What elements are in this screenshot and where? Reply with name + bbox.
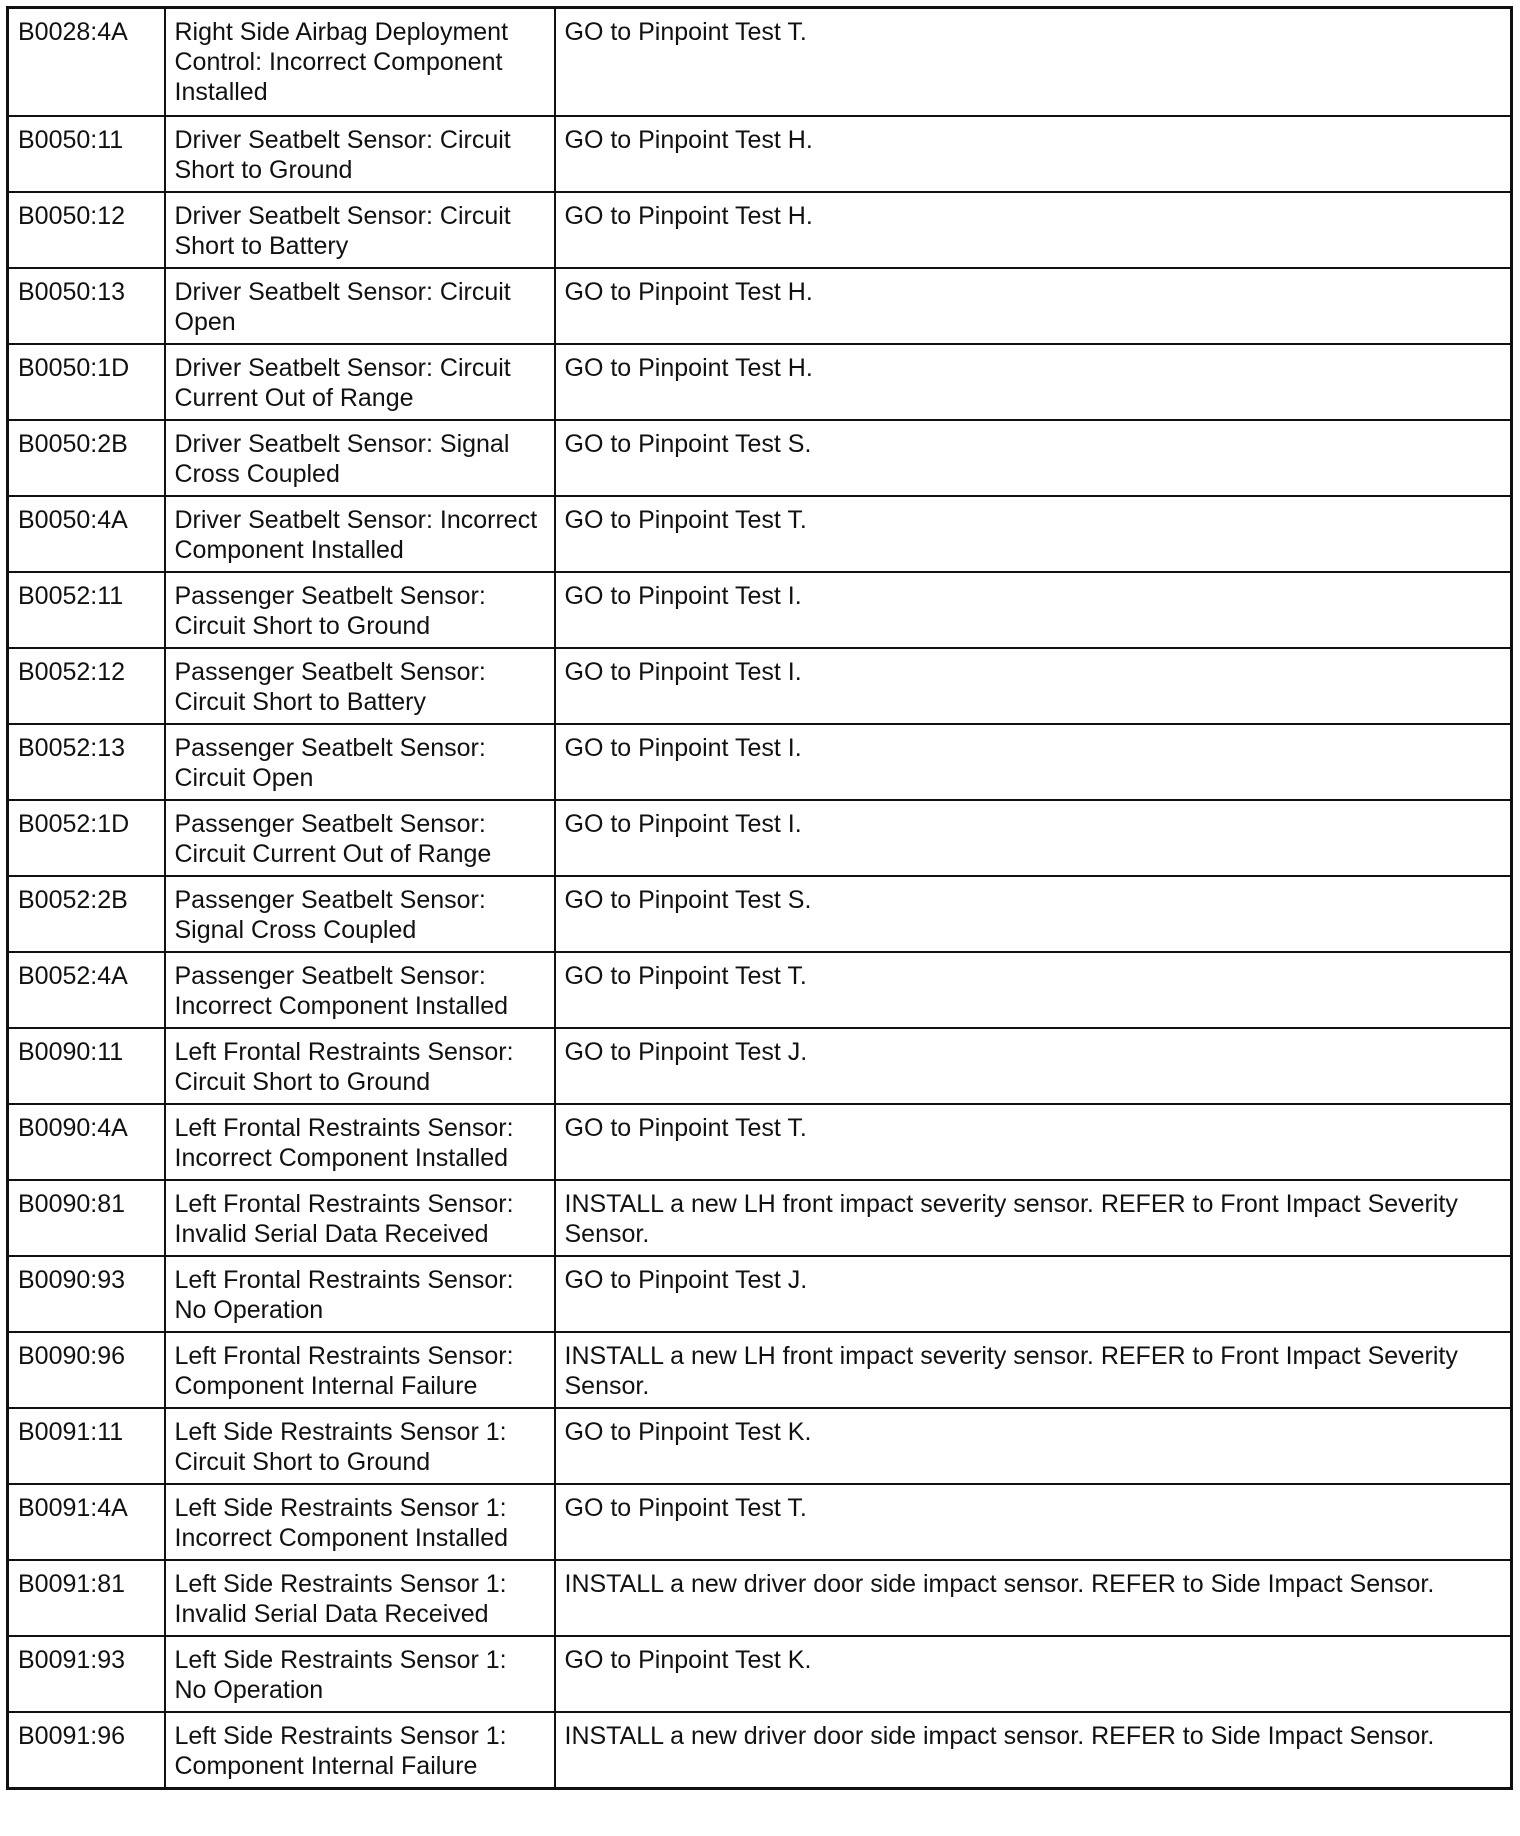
dtc-code-cell: B0090:96 — [8, 1332, 165, 1408]
table-row — [8, 800, 1512, 876]
dtc-table-container — [6, 6, 1513, 1790]
table-row — [8, 8, 1512, 116]
table-row — [8, 1408, 1512, 1484]
dtc-code-cell: B0091:4A — [8, 1484, 165, 1560]
dtc-action-cell: GO to Pinpoint Test I. — [555, 572, 1512, 648]
dtc-code-cell: B0050:2B — [8, 420, 165, 496]
dtc-action-cell: GO to Pinpoint Test K. — [555, 1636, 1512, 1712]
table-row — [8, 1560, 1512, 1636]
table-row — [8, 192, 1512, 268]
dtc-description-cell: Left Frontal Restraints Sensor: Invalid Serial Data Received — [165, 1180, 555, 1256]
table-row — [8, 1484, 1512, 1560]
dtc-action-cell: GO to Pinpoint Test T. — [555, 952, 1512, 1028]
dtc-action-cell: INSTALL a new LH front impact severity sensor. REFER to Front Impact Severity Sensor. — [555, 1180, 1512, 1256]
table-row — [8, 572, 1512, 648]
dtc-description-cell: Passenger Seatbelt Sensor: Signal Cross Coupled — [165, 876, 555, 952]
table-row — [8, 648, 1512, 724]
table-row — [8, 1104, 1512, 1180]
dtc-description-cell: Passenger Seatbelt Sensor: Circuit Short to Battery — [165, 648, 555, 724]
dtc-description-cell: Left Side Restraints Sensor 1: Component Internal Failure — [165, 1712, 555, 1789]
dtc-action-cell: GO to Pinpoint Test J. — [555, 1028, 1512, 1104]
table-row — [8, 344, 1512, 420]
dtc-table — [6, 6, 1513, 1790]
table-row — [8, 116, 1512, 192]
dtc-description-cell: Passenger Seatbelt Sensor: Circuit Open — [165, 724, 555, 800]
table-row — [8, 1256, 1512, 1332]
table-row — [8, 1636, 1512, 1712]
dtc-description-cell: Passenger Seatbelt Sensor: Circuit Current Out of Range — [165, 800, 555, 876]
dtc-action-cell: GO to Pinpoint Test I. — [555, 648, 1512, 724]
table-row — [8, 1180, 1512, 1256]
dtc-code-cell: B0052:1D — [8, 800, 165, 876]
dtc-action-cell: GO to Pinpoint Test J. — [555, 1256, 1512, 1332]
dtc-description-cell: Driver Seatbelt Sensor: Circuit Open — [165, 268, 555, 344]
dtc-code-cell: B0050:1D — [8, 344, 165, 420]
table-row — [8, 724, 1512, 800]
dtc-description-cell: Driver Seatbelt Sensor: Circuit Short to Ground — [165, 116, 555, 192]
dtc-action-cell: GO to Pinpoint Test K. — [555, 1408, 1512, 1484]
table-row — [8, 876, 1512, 952]
dtc-description-cell: Left Side Restraints Sensor 1: Invalid Serial Data Received — [165, 1560, 555, 1636]
dtc-code-cell: B0091:93 — [8, 1636, 165, 1712]
dtc-description-cell: Left Side Restraints Sensor 1: No Operation — [165, 1636, 555, 1712]
table-row — [8, 496, 1512, 572]
dtc-description-cell: Left Frontal Restraints Sensor: No Operation — [165, 1256, 555, 1332]
dtc-code-cell: B0050:12 — [8, 192, 165, 268]
table-row — [8, 268, 1512, 344]
dtc-description-cell: Passenger Seatbelt Sensor: Circuit Short to Ground — [165, 572, 555, 648]
dtc-code-cell: B0052:2B — [8, 876, 165, 952]
table-row — [8, 1712, 1512, 1789]
dtc-action-cell: GO to Pinpoint Test H. — [555, 268, 1512, 344]
dtc-code-cell: B0091:11 — [8, 1408, 165, 1484]
table-row — [8, 1332, 1512, 1408]
dtc-code-cell: B0090:4A — [8, 1104, 165, 1180]
dtc-action-cell: GO to Pinpoint Test I. — [555, 800, 1512, 876]
dtc-description-cell: Driver Seatbelt Sensor: Incorrect Component Installed — [165, 496, 555, 572]
dtc-code-cell: B0050:11 — [8, 116, 165, 192]
dtc-action-cell: GO to Pinpoint Test I. — [555, 724, 1512, 800]
dtc-action-cell: INSTALL a new LH front impact severity sensor. REFER to Front Impact Severity Sensor. — [555, 1332, 1512, 1408]
dtc-code-cell: B0090:93 — [8, 1256, 165, 1332]
dtc-action-cell: GO to Pinpoint Test T. — [555, 1484, 1512, 1560]
dtc-action-cell: GO to Pinpoint Test S. — [555, 876, 1512, 952]
dtc-table-body — [8, 8, 1512, 1789]
dtc-action-cell: GO to Pinpoint Test S. — [555, 420, 1512, 496]
dtc-action-cell: INSTALL a new driver door side impact sensor. REFER to Side Impact Sensor. — [555, 1560, 1512, 1636]
table-row — [8, 420, 1512, 496]
dtc-description-cell: Left Side Restraints Sensor 1: Circuit Short to Ground — [165, 1408, 555, 1484]
dtc-action-cell: GO to Pinpoint Test T. — [555, 1104, 1512, 1180]
dtc-description-cell: Driver Seatbelt Sensor: Circuit Current Out of Range — [165, 344, 555, 420]
dtc-code-cell: B0052:11 — [8, 572, 165, 648]
dtc-description-cell: Driver Seatbelt Sensor: Signal Cross Coupled — [165, 420, 555, 496]
dtc-action-cell: GO to Pinpoint Test H. — [555, 116, 1512, 192]
dtc-code-cell: B0052:4A — [8, 952, 165, 1028]
dtc-code-cell: B0052:12 — [8, 648, 165, 724]
dtc-description-cell: Right Side Airbag Deployment Control: Incorrect Component Installed — [165, 8, 555, 116]
dtc-action-cell: GO to Pinpoint Test H. — [555, 192, 1512, 268]
dtc-action-cell: GO to Pinpoint Test H. — [555, 344, 1512, 420]
dtc-description-cell: Left Frontal Restraints Sensor: Circuit Short to Ground — [165, 1028, 555, 1104]
dtc-action-cell: GO to Pinpoint Test T. — [555, 8, 1512, 116]
dtc-code-cell: B0050:13 — [8, 268, 165, 344]
dtc-action-cell: GO to Pinpoint Test T. — [555, 496, 1512, 572]
dtc-code-cell: B0052:13 — [8, 724, 165, 800]
dtc-description-cell: Driver Seatbelt Sensor: Circuit Short to Battery — [165, 192, 555, 268]
dtc-code-cell: B0090:11 — [8, 1028, 165, 1104]
table-row — [8, 952, 1512, 1028]
dtc-description-cell: Left Frontal Restraints Sensor: Component Internal Failure — [165, 1332, 555, 1408]
dtc-description-cell: Passenger Seatbelt Sensor: Incorrect Component Installed — [165, 952, 555, 1028]
table-row — [8, 1028, 1512, 1104]
dtc-code-cell: B0091:96 — [8, 1712, 165, 1789]
dtc-code-cell: B0050:4A — [8, 496, 165, 572]
dtc-description-cell: Left Frontal Restraints Sensor: Incorrect Component Installed — [165, 1104, 555, 1180]
dtc-action-cell: INSTALL a new driver door side impact sensor. REFER to Side Impact Sensor. — [555, 1712, 1512, 1789]
dtc-code-cell: B0090:81 — [8, 1180, 165, 1256]
dtc-code-cell: B0028:4A — [8, 8, 165, 116]
dtc-code-cell: B0091:81 — [8, 1560, 165, 1636]
dtc-description-cell: Left Side Restraints Sensor 1: Incorrect Component Installed — [165, 1484, 555, 1560]
